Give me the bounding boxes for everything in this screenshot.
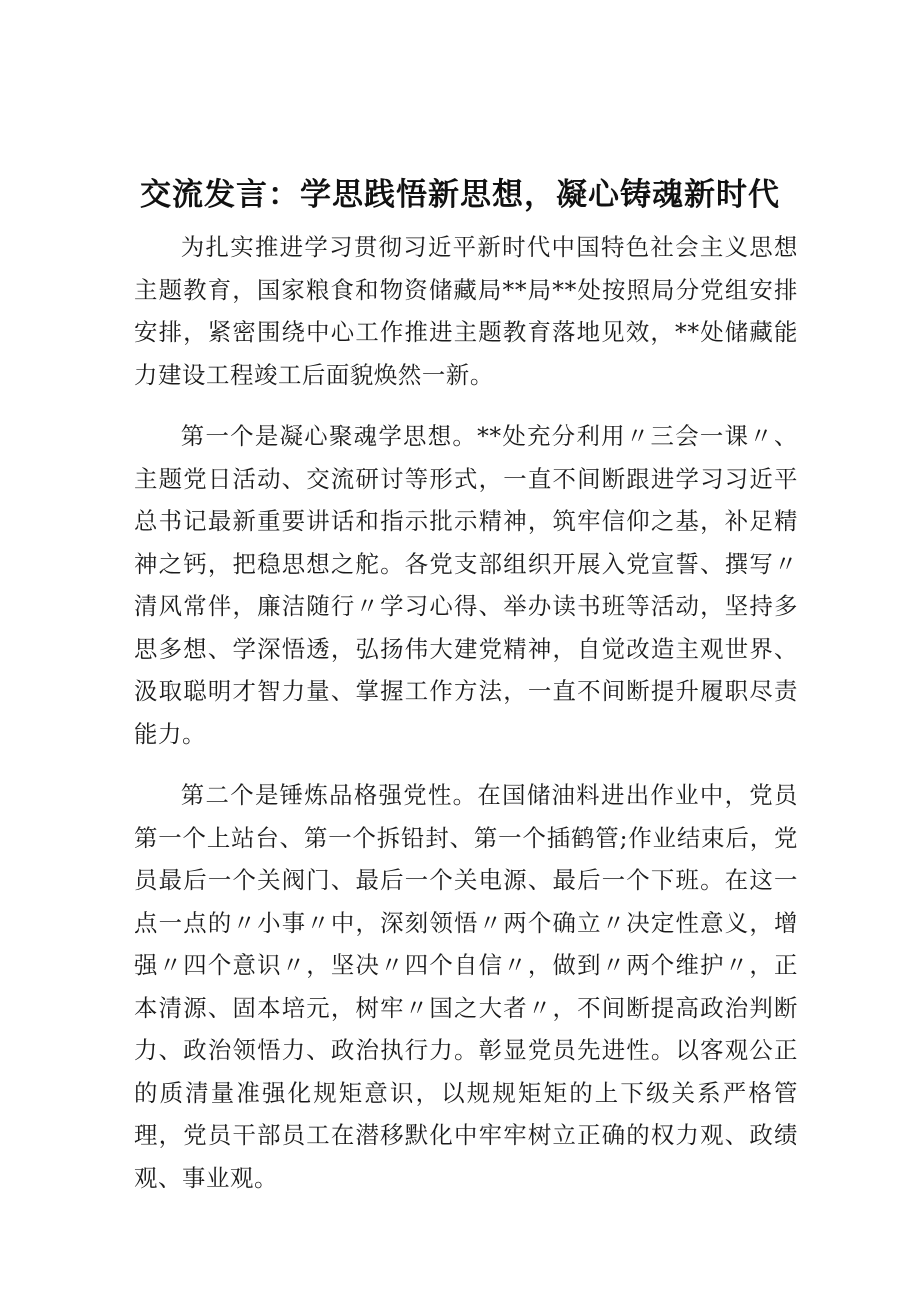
document-title: 交流发言：学思践悟新思想，凝心铸魂新时代 [140, 177, 780, 213]
document-body [134, 226, 798, 1218]
paragraph-intro: 为扎实推进学习贯彻习近平新时代中国特色社会主义思想主题教育，国家粮食和物资储藏局**局**处按照局分党组安排安排，紧密围绕中心工作推进主题教育落地见效，**处储藏能力建设工程竣工后面貌焕然一新。 [134, 233, 798, 389]
paragraph-first-point: 第一个是凝心聚魂学思想。**处充分利用〃三会一课〃、主题党日活动、交流研讨等形式，一直不间断跟进学习习近平总书记最新重要讲话和指示批示精神，筑牢信仰之基，补足精神之钙，把稳思想之舵。各党支部组织开展入党宣誓、撰写〃清风常伴，廉洁随行〃学习心得、举办读书班等活动，坚持多思多想、学深悟透，弘扬伟大建党精神，自觉改造主观世界、汲取聪明才智力量、掌握工作方法，一直不间断提升履职尽责能力。 [134, 422, 798, 748]
paragraph-second-point: 第二个是锤炼品格强党性。在国储油料进出作业中，党员第一个上站台、第一个拆铅封、第一个插鹤管;作业结束后，党员最后一个关阀门、最后一个关电源、最后一个下班。在这一点一点的〃小事〃中，深刻领悟〃两个确立〃决定性意义，增强〃四个意识〃，坚决〃四个自信〃，做到〃两个维护〃，正本清源、固本培元，树牢〃国之大者〃，不间断提高政治判断力、政治领悟力、政治执行力。彰显党员先进性。以客观公正的质清量准强化规矩意识，以规规矩矩的上下级关系严格管理，党员干部员工在潜移默化中牢牢树立正确的权力观、政绩观、事业观。 [134, 781, 798, 1192]
